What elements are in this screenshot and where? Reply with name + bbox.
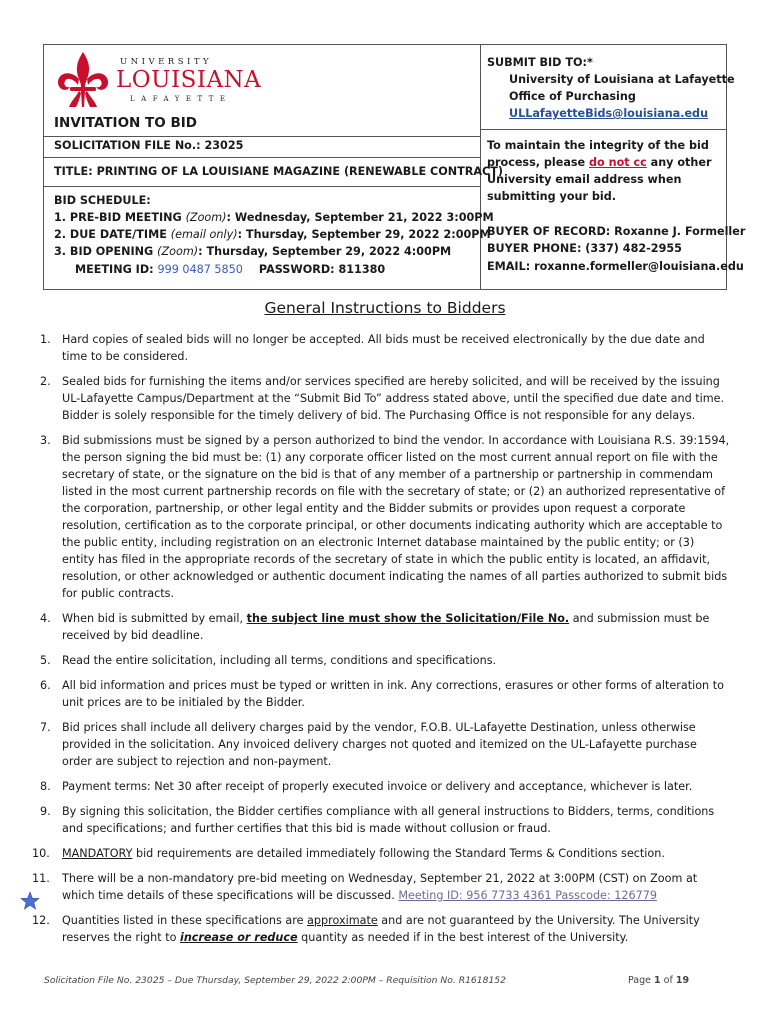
integrity-line-4: submitting your bid. <box>487 190 616 203</box>
meeting-id: 999 0487 5850 <box>157 263 243 276</box>
integrity-line-2: process, please do not cc any other <box>487 156 712 169</box>
list-item: 5. Read the entire solicitation, including all terms, conditions and specifications. <box>40 654 497 667</box>
meeting-id-line: MEETING ID: 999 0487 5850 PASSWORD: 811380 <box>75 263 386 276</box>
list-item: 8. Payment terms: Net 30 after receipt of properly executed invoice or delivery and acceptance, whichever is later. <box>40 780 693 793</box>
divider <box>44 157 481 158</box>
list-item: 3. Bid submissions must be signed by a person authorized to bind the vendor. In accordance with Louisiana R.S. 39:1594, the person signing the bid must be: (1) any corporate officer listed on the most current annual report on file with the secretary of state, or the signature on the bid is that of any member of a partnership or partnership in commendam listed in the most current partnership records on file with the secretary of state; or (2) an authorized representative of the corporation, partnership, or other legal entity and the Bidder submits or provides upon request a corporate resolution, certification as to the corporate principal, or other documents indicating authority which are acceptable to the public entity, including registration on an electronic Internet database maintained by the public entity; or (3) entity has filed in the appropriate records of the secretary of state in which the public entity is located, an affidavit, resolution, or other acknowledged or authentic document indicating the names of all parties authorized to submit bids for public contracts. <box>40 434 730 600</box>
list-item: 12. Quantities listed in these specifications are approximate and are not guaranteed by the University. The University reserves the right to increase or reduce quantity as needed if in the best interest of the University. <box>32 914 700 944</box>
submit-email-link[interactable]: ULLafayetteBids@louisiana.edu <box>509 107 709 120</box>
list-item: 1. Hard copies of sealed bids will no longer be accepted. All bids must be received electronically by the due date and time to be considered. <box>40 333 705 363</box>
schedule-line-1: 1. PRE-BID MEETING (Zoom): Wednesday, September 21, 2022 3:00PM <box>54 211 494 224</box>
logo-louisiana-text: LOUISIANA <box>116 67 262 93</box>
header-left-panel <box>44 45 503 289</box>
submit-line-1: University of Louisiana at Lafayette <box>509 73 735 86</box>
solicitation-file: SOLICITATION FILE No.: 23025 <box>54 139 244 152</box>
instructions-list <box>32 331 730 954</box>
logo-university-text: UNIVERSITY <box>120 57 213 67</box>
list-item: 4. When bid is submitted by email, the subject line must show the Solicitation/File No. and submission must be received by bid deadline. <box>40 612 710 642</box>
list-item: 6. All bid information and prices must be typed or written in ink. Any corrections, erasures or other forms of alteration to unit prices are to be initialed by the Bidder. <box>40 679 724 709</box>
footer-solicitation-info: Solicitation File No. 23025 – Due Thursday, September 29, 2022 2:00PM – Requisition No. R1618152 <box>44 975 506 986</box>
bid-schedule-label: BID SCHEDULE: <box>54 194 151 207</box>
header-right-panel <box>481 45 746 289</box>
logo-lafayette-text: LAFAYETTE <box>130 95 232 103</box>
buyer-phone: BUYER PHONE: (337) 482-2955 <box>487 242 682 255</box>
schedule-line-3: 3. BID OPENING (Zoom): Thursday, September 29, 2022 4:00PM <box>54 245 452 258</box>
invitation-title: INVITATION TO BID <box>54 115 197 131</box>
fleur-de-lis-icon <box>52 49 114 111</box>
submit-bid-label: SUBMIT BID TO:* <box>487 56 593 69</box>
footer-page-number: Page 1 of 19 <box>628 975 690 986</box>
submit-line-2: Office of Purchasing <box>509 90 636 103</box>
divider <box>481 129 727 130</box>
integrity-line-1: To maintain the integrity of the bid <box>487 139 709 152</box>
star-icon[interactable] <box>20 891 40 911</box>
university-logo <box>52 49 262 111</box>
section-title: General Instructions to Bidders <box>264 299 506 317</box>
buyer-of-record: BUYER OF RECORD: Roxanne J. Formeller <box>487 225 746 238</box>
buyer-email: EMAIL: roxanne.formeller@louisiana.edu <box>487 260 744 273</box>
list-item: 9. By signing this solicitation, the Bidder certifies compliance with all general instructions to Bidders, terms, conditions and specifications; and further certifies that this bid is made without collusion or fraud. <box>40 805 715 835</box>
list-item: 11. There will be a non-mandatory pre-bid meeting on Wednesday, September 21, 2022 at 3:00PM (CST) on Zoom at which time details of these specifications will be discussed. Meeting ID: 956 7733 4361 Passcode: 126779 <box>32 872 698 902</box>
schedule-line-2: 2. DUE DATE/TIME (email only): Thursday, September 29, 2022 2:00PM <box>54 228 491 241</box>
integrity-line-3: University email address when <box>487 173 682 186</box>
title-line: TITLE: PRINTING OF LA LOUISIANE MAGAZINE (RENEWABLE CONTRACT) <box>54 165 503 178</box>
divider <box>44 186 481 187</box>
zoom-meeting-link[interactable]: Meeting ID: 956 7733 4361 Passcode: 126779 <box>398 889 657 902</box>
list-item: 10. MANDATORY bid requirements are detailed immediately following the Standard Terms & Conditions section. <box>32 847 665 860</box>
header-box <box>43 44 746 290</box>
list-item: 7. Bid prices shall include all delivery charges paid by the vendor, F.O.B. UL-Lafayette Destination, unless otherwise provided in the solicitation. Any invoiced delivery charges not quoted and itemized on the UL-Lafayette purchase order are subject to rejection and non-payment. <box>40 721 697 768</box>
list-item: 2. Sealed bids for furnishing the items and/or services specified are hereby solicited, and will be received by the issuing UL-Lafayette Campus/Department at the “Submit Bid To” address stated above, until the specified due date and time. Bidder is solely responsible for the timely delivery of bid. The Purchasing Office is not responsible for any delays. <box>40 375 725 422</box>
